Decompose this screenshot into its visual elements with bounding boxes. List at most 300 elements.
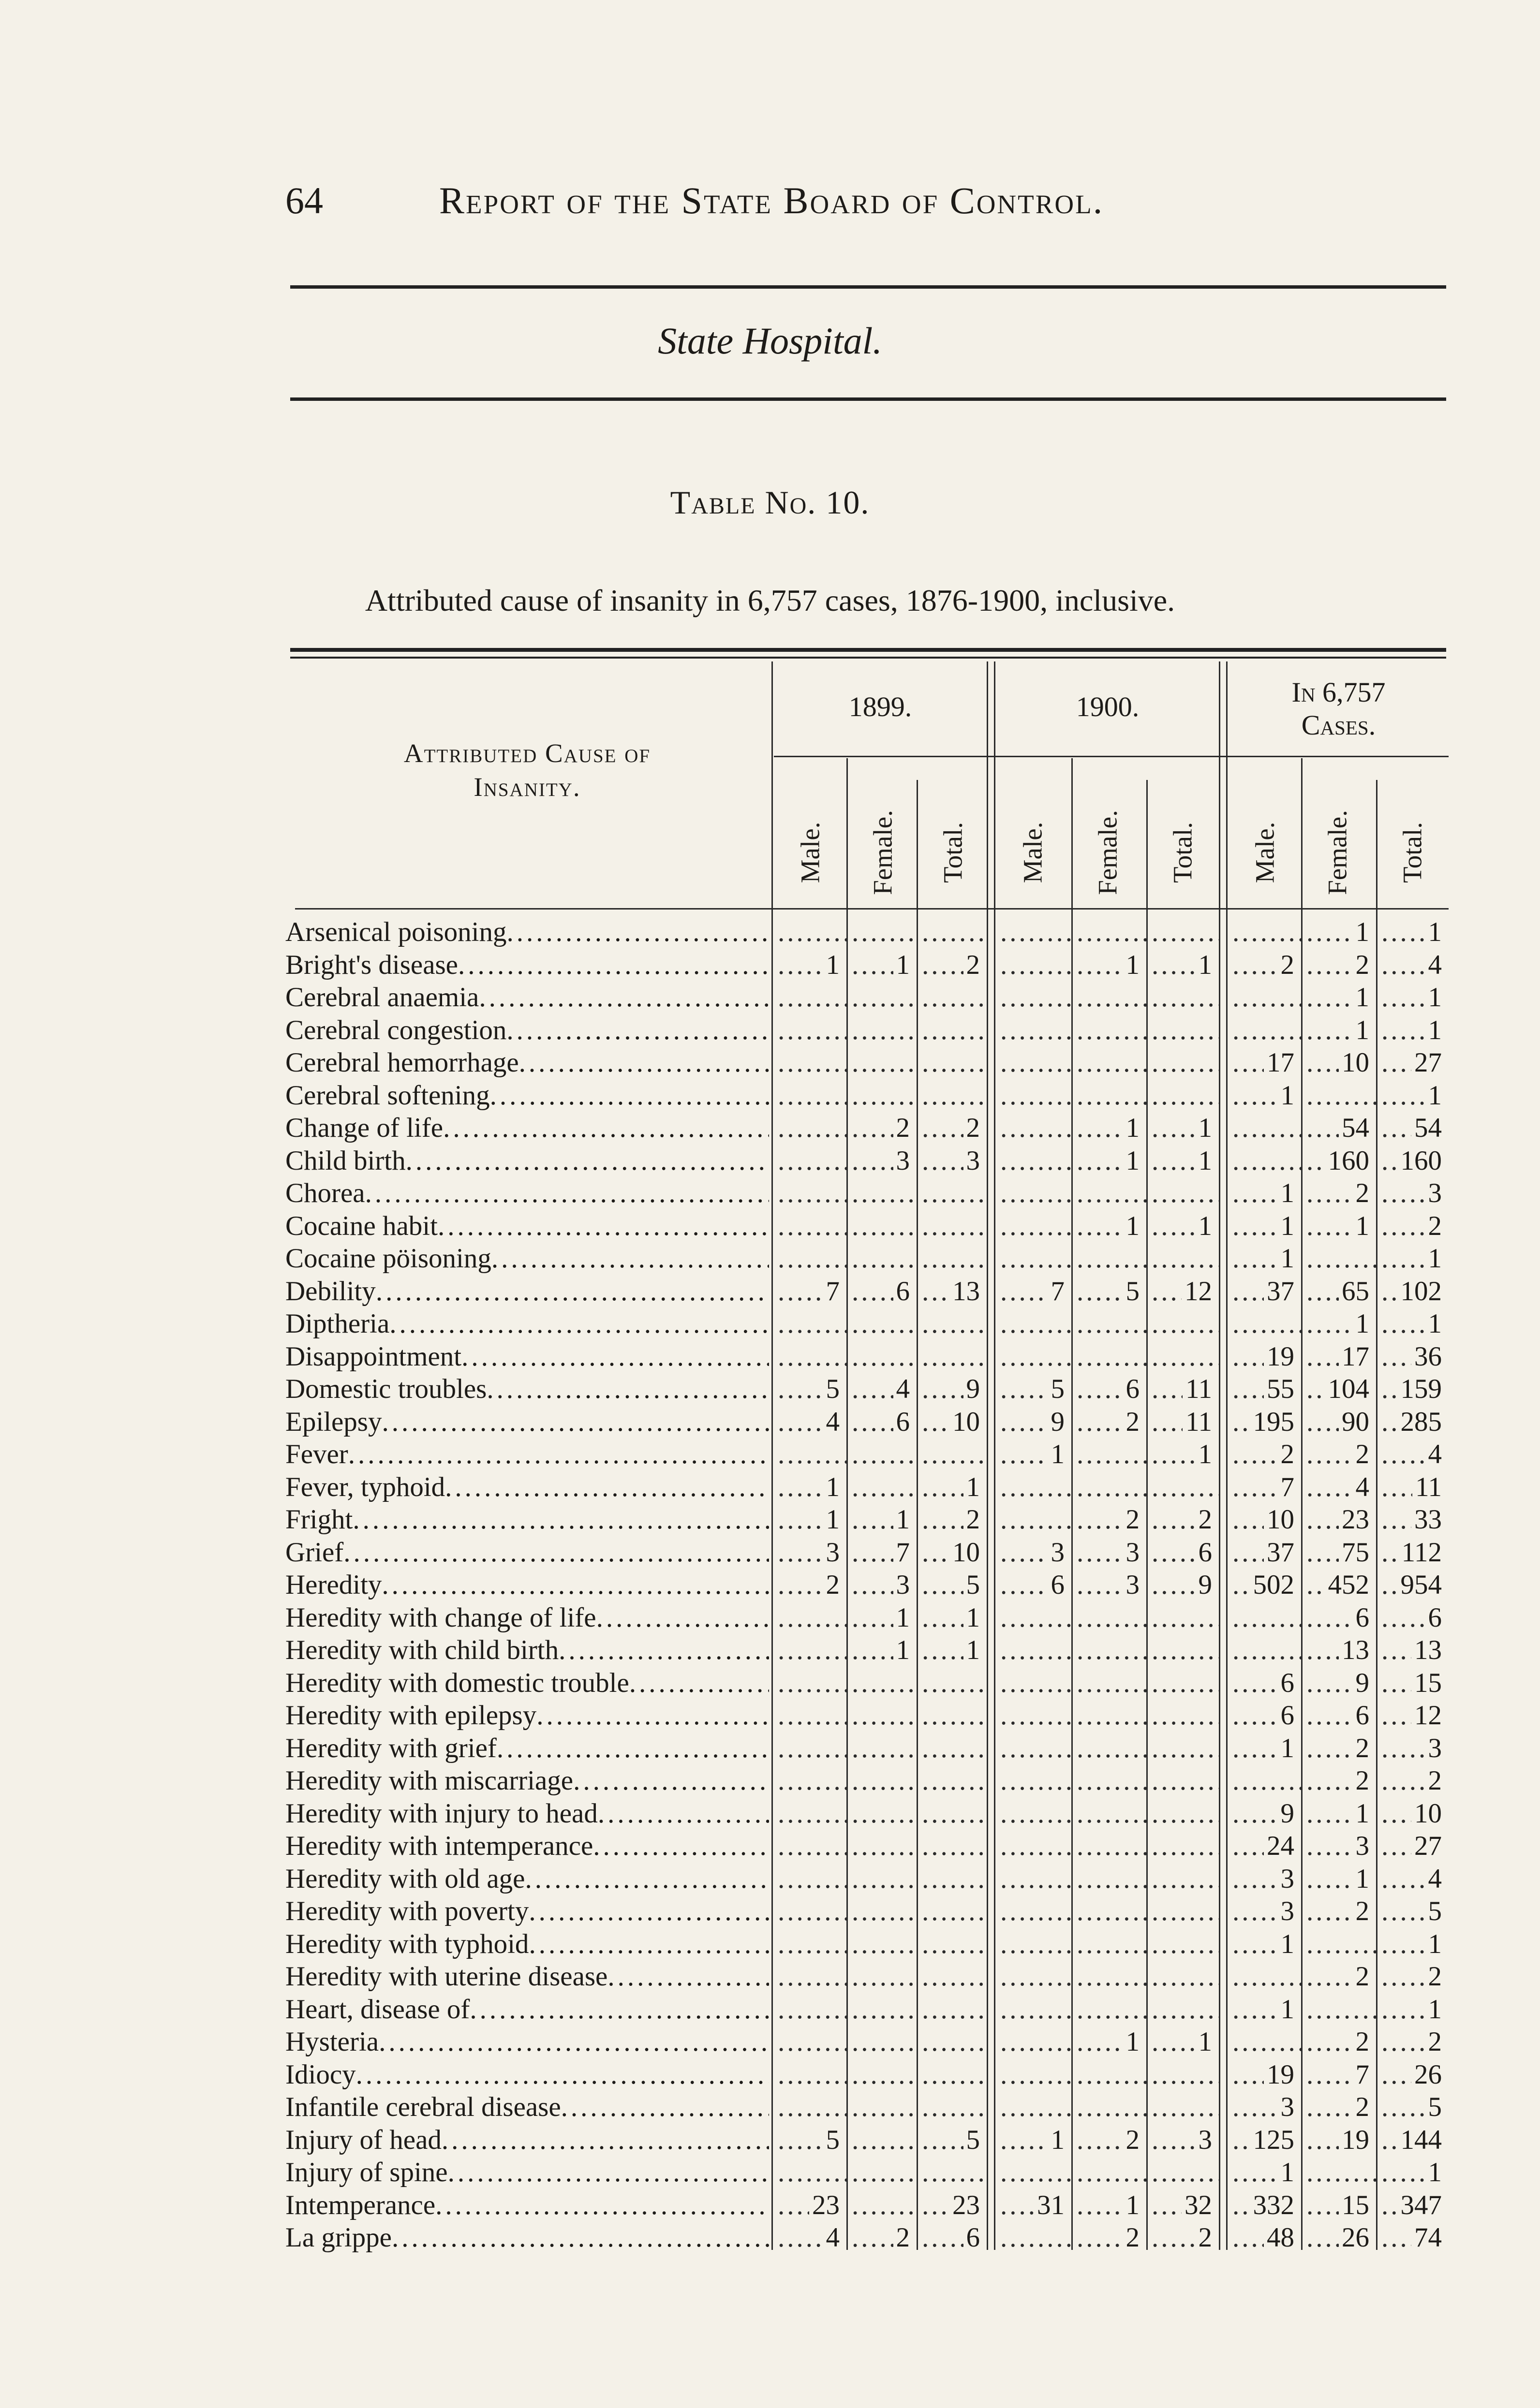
- cell-male-1899: [774, 981, 846, 1014]
- cell-total-1900: [1148, 1732, 1219, 1765]
- cell-female-1900: [1073, 1014, 1146, 1047]
- table-row: [285, 949, 1449, 982]
- cell-total-1899: [918, 2058, 987, 2091]
- cell-female-1899: ..... 1: [848, 1503, 917, 1536]
- cell-female-1899: [848, 2026, 917, 2058]
- cell-total-cases: ..... 4: [1377, 1863, 1449, 1895]
- cell-total-1899: [918, 1699, 987, 1732]
- cause-label: [285, 1177, 769, 1210]
- table-row: [285, 981, 1449, 1014]
- cell-female-cases: ..... 19: [1303, 2124, 1376, 2157]
- cell-male-cases: [1229, 1014, 1301, 1047]
- cell-female-1899: ..... 4: [848, 1373, 917, 1406]
- cell-female-1899: [848, 1210, 917, 1243]
- cell-male-cases: [1229, 1634, 1301, 1667]
- cell-male-cases: ..... 19: [1229, 1340, 1301, 1373]
- table-row: [285, 1634, 1449, 1667]
- table-number: [0, 484, 1540, 522]
- cause-text: Heredity with uterine disease: [285, 1961, 608, 1992]
- cell-male-1900: [996, 1503, 1071, 1536]
- cause-text: Cerebral anaemia: [285, 982, 479, 1013]
- cell-male-1899: [774, 916, 846, 949]
- cell-male-1899: [774, 1667, 846, 1700]
- cause-label: [285, 1406, 769, 1439]
- cause-label: [285, 1307, 769, 1340]
- cell-total-1899: [918, 1177, 987, 1210]
- cell-male-1900: [996, 1797, 1071, 1830]
- cell-female-cases: ..... 23: [1303, 1503, 1376, 1536]
- total-header-cases: Total.: [1397, 822, 1427, 883]
- cell-male-1899: [774, 1928, 846, 1961]
- cell-male-1899: ..... 7: [774, 1275, 846, 1308]
- cell-female-1900: ..... 1: [1073, 1112, 1146, 1145]
- cell-female-cases: [1303, 1079, 1376, 1112]
- cell-male-1899: [774, 1699, 846, 1732]
- cell-male-1899: [774, 2091, 846, 2124]
- cell-total-cases: ..... 3: [1377, 1732, 1449, 1765]
- cause-text: Infantile cerebral disease: [285, 2092, 561, 2122]
- table-row: [285, 1014, 1449, 1047]
- cell-female-1899: [848, 1830, 917, 1863]
- cell-female-1900: [1073, 916, 1146, 949]
- cell-total-1900: [1148, 981, 1219, 1014]
- cell-male-1899: ..... 1: [774, 1471, 846, 1504]
- total-header-1899: Total.: [938, 822, 968, 883]
- cell-female-1899: ..... 1: [848, 1601, 917, 1634]
- cell-total-1900: ..... 32: [1148, 2189, 1219, 2222]
- cell-female-1900: [1073, 1046, 1146, 1079]
- cell-total-cases: ..... 1: [1377, 1014, 1449, 1047]
- table-row: [285, 1863, 1449, 1895]
- cause-text: Fright: [285, 1504, 353, 1535]
- cell-male-1899: [774, 2156, 846, 2189]
- cause-text: Intemperance: [285, 2189, 436, 2220]
- cell-total-cases: ..... 2: [1377, 1210, 1449, 1243]
- cell-male-cases: ..... 1: [1229, 1210, 1301, 1243]
- cell-female-cases: [1303, 1928, 1376, 1961]
- cell-male-1900: [996, 1242, 1071, 1275]
- cause-text: Child birth: [285, 1145, 406, 1176]
- cause-text: Injury of head: [285, 2124, 442, 2155]
- table-caption: Attributed cause of insanity in 6,757 cases, 1876-1900, inclusive.: [365, 583, 1175, 617]
- cause-label: [285, 1503, 769, 1536]
- cell-female-1900: ..... 2: [1073, 2124, 1146, 2157]
- cell-male-1900: ..... 5: [996, 1373, 1071, 1406]
- cell-male-1900: [996, 1764, 1071, 1797]
- cell-total-cases: ..... 102: [1377, 1275, 1449, 1308]
- cell-male-1899: [774, 1634, 846, 1667]
- section-title: State Hospital.: [658, 320, 882, 362]
- cell-female-cases: ..... 65: [1303, 1275, 1376, 1308]
- cell-female-1900: [1073, 1471, 1146, 1504]
- table-label: Table No.: [670, 484, 817, 521]
- cell-male-1899: [774, 1732, 846, 1765]
- cell-female-1900: ..... 3: [1073, 1569, 1146, 1601]
- table-row: [285, 1830, 1449, 1863]
- cell-total-1899: ..... 6: [918, 2221, 987, 2254]
- cell-male-cases: ..... 24: [1229, 1830, 1301, 1863]
- cause-text: Diptheria: [285, 1308, 390, 1339]
- section-rule: [290, 397, 1446, 401]
- cell-male-1899: [774, 1601, 846, 1634]
- cell-female-cases: [1303, 2156, 1376, 2189]
- cell-total-1899: [918, 2026, 987, 2058]
- cell-total-1900: [1148, 1764, 1219, 1797]
- cause-text: Heredity with intemperance: [285, 1831, 593, 1861]
- year-1899-header: 1899.: [848, 691, 912, 722]
- cell-male-1899: ..... 1: [774, 949, 846, 982]
- cell-female-1899: ..... 3: [848, 1569, 917, 1601]
- cell-female-1899: [848, 981, 917, 1014]
- cell-total-cases: ..... 2: [1377, 1960, 1449, 1993]
- cause-label: [285, 1275, 769, 1308]
- cell-male-1899: ..... 23: [774, 2189, 846, 2222]
- cell-total-1899: ..... 23: [918, 2189, 987, 2222]
- cell-male-cases: ..... 37: [1229, 1275, 1301, 1308]
- cell-male-cases: [1229, 1601, 1301, 1634]
- cell-female-1899: ..... 1: [848, 949, 917, 982]
- table-row: [285, 1406, 1449, 1439]
- cause-label: [285, 949, 769, 982]
- cell-male-1899: [774, 1993, 846, 2026]
- cell-female-1899: [848, 1014, 917, 1047]
- cell-female-1900: ..... 1: [1073, 1145, 1146, 1177]
- cell-male-1900: [996, 1830, 1071, 1863]
- cause-text: Epilepsy: [285, 1406, 382, 1437]
- cell-female-1899: [848, 1928, 917, 1961]
- cell-male-cases: [1229, 1145, 1301, 1177]
- cell-total-1900: [1148, 1307, 1219, 1340]
- cell-total-1899: [918, 1732, 987, 1765]
- cause-text: Heredity with change of life: [285, 1602, 596, 1633]
- cause-label: [285, 1601, 769, 1634]
- cell-male-1900: [996, 1079, 1071, 1112]
- cell-male-cases: ..... 6: [1229, 1667, 1301, 1700]
- table-row: [285, 916, 1449, 949]
- cell-male-cases: ..... 1: [1229, 1928, 1301, 1961]
- cause-label: [285, 2156, 769, 2189]
- cell-female-cases: ..... 1: [1303, 916, 1376, 949]
- cell-total-1900: ..... 1: [1148, 949, 1219, 982]
- cause-label: [285, 1863, 769, 1895]
- cell-female-1900: [1073, 1079, 1146, 1112]
- cell-female-cases: ..... 2: [1303, 2091, 1376, 2124]
- cause-text: Chorea: [285, 1178, 365, 1208]
- cell-total-1900: [1148, 916, 1219, 949]
- cell-total-cases: ..... 347: [1377, 2189, 1449, 2222]
- cause-label: [285, 1764, 769, 1797]
- cell-total-cases: ..... 11: [1377, 1471, 1449, 1504]
- table-row: [285, 1895, 1449, 1928]
- cell-male-cases: ..... 1: [1229, 1732, 1301, 1765]
- cause-text: Heredity with old age: [285, 1863, 525, 1894]
- cause-label: [285, 1079, 769, 1112]
- cell-female-1899: [848, 916, 917, 949]
- table-row: [285, 1699, 1449, 1732]
- cell-total-cases: ..... 36: [1377, 1340, 1449, 1373]
- cell-total-cases: ..... 1: [1377, 916, 1449, 949]
- cause-label: [285, 1667, 769, 1700]
- cause-label: [285, 1928, 769, 1961]
- cause-text: Cerebral hemorrhage: [285, 1047, 519, 1078]
- cell-total-1900: [1148, 1046, 1219, 1079]
- cause-text: Heredity with domestic trouble: [285, 1667, 629, 1698]
- cause-label: [285, 1373, 769, 1406]
- cell-female-1900: ..... 1: [1073, 2189, 1146, 2222]
- cell-total-1900: [1148, 1699, 1219, 1732]
- cause-label: [285, 2221, 769, 2254]
- cell-male-cases: [1229, 916, 1301, 949]
- cell-male-cases: ..... 332: [1229, 2189, 1301, 2222]
- cell-female-1899: ..... 2: [848, 2221, 917, 2254]
- table-row: [285, 1536, 1449, 1569]
- cell-female-1900: [1073, 1340, 1146, 1373]
- cell-female-1900: [1073, 1601, 1146, 1634]
- cell-male-1899: [774, 1764, 846, 1797]
- cell-male-cases: ..... 1: [1229, 1177, 1301, 1210]
- cell-total-cases: ..... 3: [1377, 1177, 1449, 1210]
- cell-male-1900: [996, 1993, 1071, 2026]
- cell-total-cases: ..... 2: [1377, 2026, 1449, 2058]
- cell-total-1900: [1148, 1895, 1219, 1928]
- cell-total-1899: [918, 1438, 987, 1471]
- cell-female-cases: ..... 1: [1303, 1797, 1376, 1830]
- cell-total-1899: ..... 10: [918, 1536, 987, 1569]
- cell-total-cases: ..... 13: [1377, 1634, 1449, 1667]
- cell-total-1900: ..... 1: [1148, 1112, 1219, 1145]
- cell-female-cases: ..... 13: [1303, 1634, 1376, 1667]
- cell-female-1900: ..... 2: [1073, 1406, 1146, 1439]
- cause-text: Debility: [285, 1276, 376, 1307]
- cell-male-1900: [996, 1667, 1071, 1700]
- cell-total-1899: [918, 2156, 987, 2189]
- cause-text: Heredity with injury to head: [285, 1798, 598, 1829]
- cell-total-1899: [918, 1667, 987, 1700]
- cell-total-1900: [1148, 1601, 1219, 1634]
- cell-female-cases: ..... 104: [1303, 1373, 1376, 1406]
- table-row: [285, 1960, 1449, 1993]
- cell-male-1900: [996, 1699, 1071, 1732]
- cell-female-cases: ..... 1: [1303, 981, 1376, 1014]
- female-header-1900: Female.: [1093, 810, 1123, 895]
- cell-total-cases: ..... 954: [1377, 1569, 1449, 1601]
- cell-total-cases: ..... 6: [1377, 1601, 1449, 1634]
- cell-male-cases: ..... 17: [1229, 1046, 1301, 1079]
- cell-total-1900: [1148, 1340, 1219, 1373]
- cell-male-1900: [996, 1601, 1071, 1634]
- cell-female-1899: [848, 1895, 917, 1928]
- table-row: [285, 1340, 1449, 1373]
- cell-female-1900: ..... 2: [1073, 2221, 1146, 2254]
- cell-female-1900: [1073, 2058, 1146, 2091]
- cell-total-cases: ..... 1: [1377, 1242, 1449, 1275]
- table-row: [285, 2124, 1449, 2157]
- cell-male-1899: [774, 1242, 846, 1275]
- cases-header-line1: In 6,757: [1291, 676, 1386, 708]
- cell-female-1899: ..... 6: [848, 1406, 917, 1439]
- cell-female-cases: ..... 9: [1303, 1667, 1376, 1700]
- cell-female-1900: [1073, 1177, 1146, 1210]
- cause-label: [285, 1210, 769, 1243]
- cell-male-1900: [996, 1732, 1071, 1765]
- cell-total-1900: [1148, 2091, 1219, 2124]
- cause-label: [285, 1536, 769, 1569]
- cell-total-1899: [918, 1210, 987, 1243]
- cell-male-1899: ..... 5: [774, 1373, 846, 1406]
- cell-total-1900: ..... 2: [1148, 2221, 1219, 2254]
- cell-female-1899: [848, 1699, 917, 1732]
- cell-male-1900: [996, 981, 1071, 1014]
- cell-female-1899: [848, 1764, 917, 1797]
- cell-total-1899: ..... 3: [918, 1145, 987, 1177]
- cause-text: Heredity with miscarriage: [285, 1765, 574, 1796]
- cell-total-cases: ..... 1: [1377, 1928, 1449, 1961]
- cell-total-cases: ..... 1: [1377, 981, 1449, 1014]
- cell-male-1899: [774, 1960, 846, 1993]
- cell-male-cases: ..... 2: [1229, 1438, 1301, 1471]
- cell-female-1899: [848, 1993, 917, 2026]
- cell-male-1899: ..... 2: [774, 1569, 846, 1601]
- cell-male-1900: [996, 2156, 1071, 2189]
- cell-female-1900: [1073, 981, 1146, 1014]
- cell-female-1900: ..... 5: [1073, 1275, 1146, 1308]
- cause-label: [285, 1340, 769, 1373]
- cell-male-1900: [996, 2058, 1071, 2091]
- cell-female-1900: ..... 1: [1073, 1210, 1146, 1243]
- cell-female-cases: ..... 26: [1303, 2221, 1376, 2254]
- male-header-1899: Male.: [795, 822, 825, 883]
- cell-total-cases: ..... 1: [1377, 1307, 1449, 1340]
- cell-total-1899: [918, 1830, 987, 1863]
- cell-total-cases: ..... 33: [1377, 1503, 1449, 1536]
- cell-male-1900: ..... 31: [996, 2189, 1071, 2222]
- cell-male-1900: [996, 1928, 1071, 1961]
- cell-female-cases: ..... 7: [1303, 2058, 1376, 2091]
- cause-text: Cocaine pöisoning: [285, 1243, 491, 1274]
- cell-female-1899: [848, 1863, 917, 1895]
- cell-female-cases: ..... 3: [1303, 1830, 1376, 1863]
- cause-label: [285, 1569, 769, 1601]
- cell-male-cases: ..... 3: [1229, 1863, 1301, 1895]
- cell-male-cases: [1229, 1764, 1301, 1797]
- cell-male-cases: ..... 3: [1229, 1895, 1301, 1928]
- cause-text: Disappointment: [285, 1341, 462, 1372]
- cell-total-1900: [1148, 1014, 1219, 1047]
- header-title: Report of the State Board of Control.: [439, 179, 1104, 221]
- cell-male-1899: [774, 1797, 846, 1830]
- cell-female-1899: [848, 1960, 917, 1993]
- cause-text: Heredity with epilepsy: [285, 1700, 537, 1731]
- cell-total-1900: ..... 11: [1148, 1373, 1219, 1406]
- cell-female-cases: ..... 54: [1303, 1112, 1376, 1145]
- cell-male-1900: [996, 1177, 1071, 1210]
- cell-male-cases: ..... 9: [1229, 1797, 1301, 1830]
- cell-female-cases: ..... 75: [1303, 1536, 1376, 1569]
- cell-female-cases: ..... 17: [1303, 1340, 1376, 1373]
- cause-text: Heredity: [285, 1570, 382, 1600]
- cell-total-cases: ..... 160: [1377, 1145, 1449, 1177]
- cell-male-cases: ..... 1: [1229, 2156, 1301, 2189]
- cell-male-1899: [774, 1895, 846, 1928]
- cell-total-1900: [1148, 1928, 1219, 1961]
- cell-male-1900: [996, 916, 1071, 949]
- cell-total-1900: [1148, 1634, 1219, 1667]
- cell-male-1900: ..... 1: [996, 1438, 1071, 1471]
- table-top-rule-thin: [290, 657, 1446, 659]
- cell-total-1900: ..... 3: [1148, 2124, 1219, 2157]
- cell-total-cases: ..... 5: [1377, 2091, 1449, 2124]
- cell-male-1900: [996, 1014, 1071, 1047]
- cause-label: [285, 2058, 769, 2091]
- cell-total-1900: [1148, 2058, 1219, 2091]
- cell-total-1900: ..... 9: [1148, 1569, 1219, 1601]
- cell-total-1900: [1148, 1993, 1219, 2026]
- cell-female-cases: ..... 6: [1303, 1601, 1376, 1634]
- cell-total-1899: ..... 1: [918, 1601, 987, 1634]
- cell-male-cases: ..... 1: [1229, 1079, 1301, 1112]
- cause-text: Change of life: [285, 1113, 444, 1143]
- cause-text: Cerebral softening: [285, 1080, 490, 1111]
- cell-male-1900: [996, 2091, 1071, 2124]
- table-row: [285, 1797, 1449, 1830]
- cell-female-cases: ..... 90: [1303, 1406, 1376, 1439]
- cell-male-cases: ..... 55: [1229, 1373, 1301, 1406]
- cell-total-1899: ..... 9: [918, 1373, 987, 1406]
- cell-total-cases: ..... 144: [1377, 2124, 1449, 2157]
- cause-text: La grippe: [285, 2222, 392, 2253]
- cell-total-cases: ..... 285: [1377, 1406, 1449, 1439]
- table-row: [285, 1471, 1449, 1504]
- cell-male-cases: ..... 3: [1229, 2091, 1301, 2124]
- cell-total-cases: ..... 27: [1377, 1830, 1449, 1863]
- cell-female-1900: [1073, 1797, 1146, 1830]
- cell-male-1900: [996, 2221, 1071, 2254]
- cell-female-1899: [848, 1438, 917, 1471]
- table-row: [285, 1438, 1449, 1471]
- cell-total-1900: [1148, 1797, 1219, 1830]
- cell-female-1899: [848, 1340, 917, 1373]
- cell-total-1899: ..... 10: [918, 1406, 987, 1439]
- cell-total-1899: [918, 1307, 987, 1340]
- cause-label: [285, 1014, 769, 1047]
- cause-label: [285, 981, 769, 1014]
- cell-total-cases: ..... 4: [1377, 1438, 1449, 1471]
- cell-total-1899: [918, 916, 987, 949]
- cell-female-1900: [1073, 1307, 1146, 1340]
- cause-text: Bright's disease: [285, 949, 458, 980]
- cell-female-1900: [1073, 1960, 1146, 1993]
- cell-total-1899: [918, 1079, 987, 1112]
- cell-total-1899: ..... 1: [918, 1471, 987, 1504]
- table-row: [285, 1046, 1449, 1079]
- table-row: [285, 1079, 1449, 1112]
- cell-female-1900: [1073, 2156, 1146, 2189]
- cell-male-cases: [1229, 1307, 1301, 1340]
- cause-label: [285, 1438, 769, 1471]
- cell-female-1900: [1073, 1242, 1146, 1275]
- cell-female-1899: ..... 3: [848, 1145, 917, 1177]
- header-rule: [290, 285, 1446, 289]
- cell-total-cases: ..... 1: [1377, 2156, 1449, 2189]
- cell-male-1899: [774, 1830, 846, 1863]
- cell-female-cases: ..... 1: [1303, 1210, 1376, 1243]
- cell-male-cases: ..... 6: [1229, 1699, 1301, 1732]
- table-row: [285, 2058, 1449, 2091]
- cell-male-1900: [996, 1145, 1071, 1177]
- cell-total-1899: ..... 5: [918, 2124, 987, 2157]
- cause-column-header: [285, 736, 769, 804]
- cause-text: Heredity with typhoid: [285, 1928, 529, 1959]
